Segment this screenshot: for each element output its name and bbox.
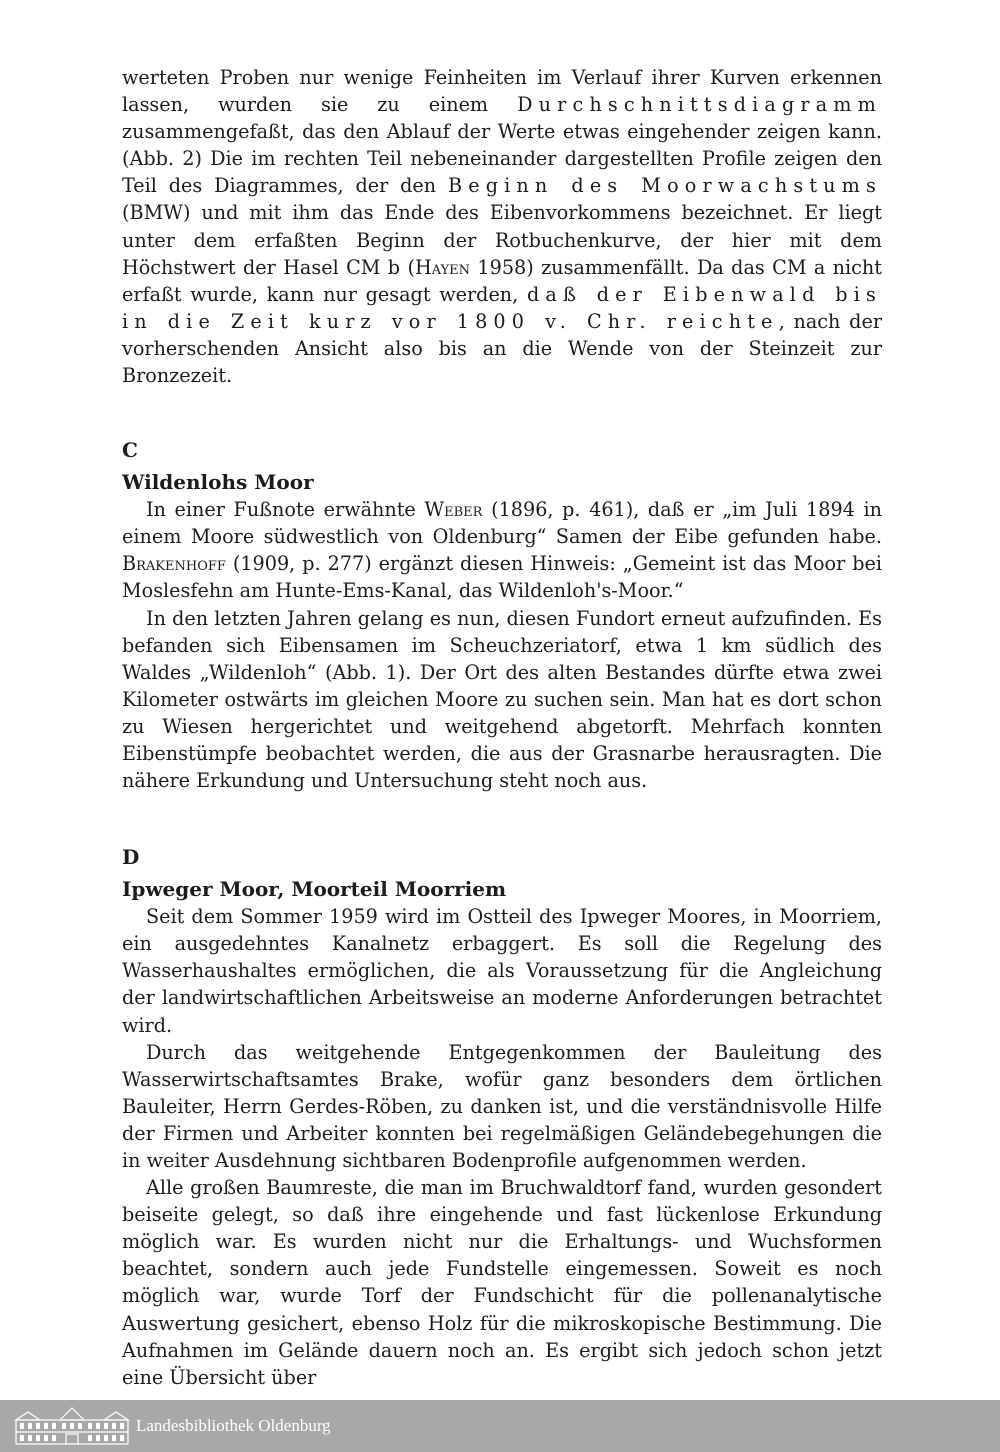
paragraph-wildenloh-footnote: In einer Fußnote erwähnte Weber (1896, p. 461), daß er „im Juli 1894 in einem Moore südwestlich von Oldenburg“ Samen der Eibe gefunden habe. Brakenhoff (1909, p. 277) ergänzt diesen Hinweis: „Gemeint ist das Moor bei Moslesfehn am Hunte-Ems-Kanal, das Wildenloh's-Moor.“ <box>122 498 882 603</box>
author-hayen: Hayen <box>414 255 471 279</box>
section-c-letter: C <box>122 438 138 463</box>
spaced-term-beginn-moorwachstum: Beginn des Moorwachstums <box>447 174 882 198</box>
author-brakenhoff: Brakenhoff <box>122 552 226 576</box>
page-content <box>122 64 882 1391</box>
paragraph-diagram-summary: werteten Proben nur wenige Feinheiten im Verlauf ihrer Kurven erkennen lassen, wurden sie zu einem Durchschnittsdiagramm zusammengefaßt, das den Ablauf der Werte etwas eingehender zeigen kann. (Abb. 2) Die im rechten Teil nebeneinander dargestellten Profile zeigen den Teil des Diagrammes, der den Beginn des Moorwachstums (BMW) und mit ihm das Ende des Eibenvorkommens bezeichnet. Er liegt unter dem erfaßten Beginn der Rotbuchenkurve, der hier mit dem Höchstwert der Hasel CM b (Hayen 1958) zusammenfällt. Da das CM a nicht erfaßt wurde, kann nur gesagt werden, daß der Eibenwald bis in die Zeit kurz vor 1800 v. Chr. reichte, nach der vorherschenden Ansicht also bis an die Wende von der Steinzeit zur Bronzezeit. <box>122 66 883 388</box>
spaced-statement-eibenwald: daß der Eibenwald bis in die Zeit kurz vor 1800 v. Chr. reichte <box>122 282 883 333</box>
paragraph-baumreste: Alle großen Baumreste, die man im Bruchwaldtorf fand, wurden gesondert beiseite gelegt, so daß ihre eingehende und fast lückenlose Erkundung möglich war. Es wurden nicht nur die Erhaltungs- und Wuchsformen beachtet, sondern auch jede Fundstelle eingemessen. Soweit es noch möglich war, wurde Torf der Fundschicht für die pollenanalytische Auswertung gesichert, ebenso Holz für die mikroskopische Bestimmung. Die Aufnahmen im Gelände dauern noch an. Es ergibt sich jedoch schon jetzt eine Übersicht über <box>122 1176 882 1389</box>
paragraph-bauleitung: Durch das weitgehende Entgegenkommen der Bauleitung des Wasserwirtschaftsamtes Brake, wofür ganz besonders dem örtlichen Bauleiter, Herrn Gerdes-Röben, zu danken ist, und die verständnisvolle Hilfe der Firmen und Arbeiter konnten bei regelmäßigen Geländebegehungen die in weiter Ausdehnung sichtbaren Bodenprofile aufgenommen werden. <box>122 1040 882 1172</box>
library-name: Landesbibliothek Oldenburg <box>136 1416 331 1435</box>
section-d-letter: D <box>122 845 140 870</box>
section-c-title: Wildenlohs Moor <box>122 470 314 495</box>
library-footer-bar <box>0 1400 1000 1452</box>
spaced-term-durchschnittsdiagramm: Durchschnittsdiagramm <box>517 93 882 117</box>
author-weber: Weber <box>424 498 483 522</box>
paragraph-kanalnetz: Seit dem Sommer 1959 wird im Ostteil des Ipweger Moores, in Moorriem, ein ausgedehntes Kanalnetz erbaggert. Es soll die Regelung des Wasserhaushaltes ermöglichen, die als Voraussetzung für die Angleichung der landwirtschaftlichen Arbeitsweise an moderne Anforderungen betrachtet wird. <box>122 905 882 1037</box>
paragraph-wildenloh-findspot: In den letzten Jahren gelang es nun, diesen Fundort erneut aufzufinden. Es befanden sich Eibensamen im Scheuchzeriatorf, etwa 1 km südlich des Waldes „Wildenloh“ (Abb. 1). Der Ort des alten Bestandes dürfte etwa zwei Kilometer ostwärts im gleichen Moore zu suchen sein. Man hat es dort schon zu Wiesen hergerichtet und weitgehend abgetorft. Mehrfach konnten Eibenstümpfe beobachtet werden, die aus der Grasnarbe herausragten. Die nähere Erkundung und Untersuchung steht noch aus. <box>122 606 882 793</box>
section-d-title: Ipweger Moor, Moorteil Moorriem <box>122 877 507 902</box>
library-building-icon <box>14 1406 130 1446</box>
